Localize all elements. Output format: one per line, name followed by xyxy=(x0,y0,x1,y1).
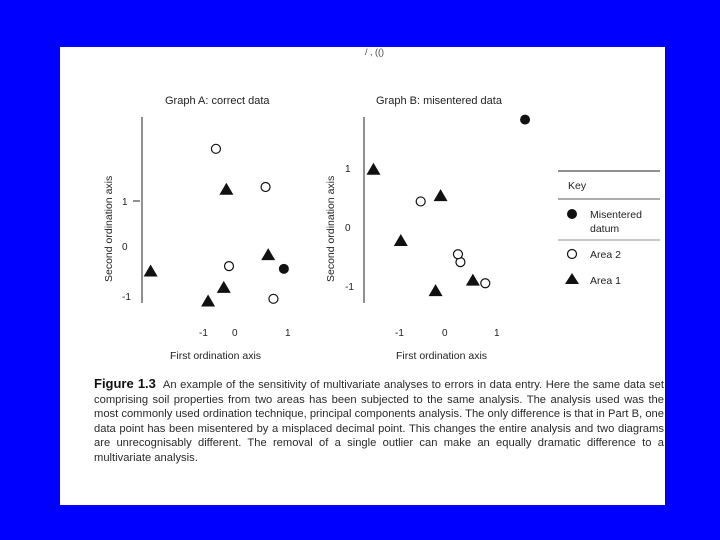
legend-label: Misentered xyxy=(590,209,642,221)
graph-b-ytick-label: -1 xyxy=(345,282,354,293)
graph-b-xlabel: First ordination axis xyxy=(396,350,488,362)
legend-key xyxy=(558,171,665,293)
area-1-point xyxy=(261,248,275,260)
area-2-point xyxy=(261,183,270,192)
misentered-datum-point xyxy=(279,264,289,274)
graph-a-plot-area xyxy=(144,144,289,306)
area-2-point xyxy=(225,262,234,271)
area-2-point xyxy=(269,294,278,303)
graph-b-ytick-label: 0 xyxy=(345,223,351,234)
graph-a-xlabel: First ordination axis xyxy=(170,350,262,362)
area-2-point xyxy=(453,250,462,259)
graph-a-y-ticks xyxy=(122,197,140,303)
legend-filled-circle-icon xyxy=(567,209,577,219)
graph-b-xtick-label: 1 xyxy=(494,328,500,339)
graph-b xyxy=(325,95,530,362)
area-1-point xyxy=(366,163,380,175)
legend-title: Key xyxy=(568,180,587,192)
graph-b-xtick-label: -1 xyxy=(395,328,404,339)
area-1-point xyxy=(144,265,158,277)
area-1-point xyxy=(466,274,480,286)
area-2-point xyxy=(211,144,220,153)
area-1-point xyxy=(201,295,215,307)
graph-a-title: Graph A: correct data xyxy=(165,95,270,107)
area-2-point xyxy=(481,279,490,288)
graph-a-xtick-label: 0 xyxy=(232,328,238,339)
area-1-point xyxy=(217,281,231,293)
graph-a-ytick-label: 0 xyxy=(122,242,128,253)
legend-open-circle-icon xyxy=(568,250,577,259)
legend-label: Area 2 xyxy=(590,249,621,261)
legend-label: Area 1 xyxy=(590,275,621,287)
legend-label: datum xyxy=(590,223,620,235)
area-1-point xyxy=(219,183,233,195)
graph-b-plot-area xyxy=(366,115,530,297)
graph-a-xtick-label: 1 xyxy=(285,328,291,339)
page-header-fragment: / , (() xyxy=(365,47,384,57)
graph-b-xtick-label: 0 xyxy=(442,328,448,339)
graph-a xyxy=(103,95,291,362)
graph-b-ylabel: Second ordination axis xyxy=(325,175,337,282)
figure-caption xyxy=(94,377,664,466)
area-2-point xyxy=(416,197,425,206)
area-1-point xyxy=(434,189,448,201)
figure-label: Figure 1.3 xyxy=(94,376,156,391)
area-1-point xyxy=(429,284,443,296)
figure-caption-text: An example of the sensitivity of multivariate analyses to errors in data entry. Here the same data set comprising soil properties from two areas has been subjected to the same analysis. The analysis used was the most commonly used ordination technique, principal components analysis. The only difference is that in Part B, one data point has been misentered by a misplaced decimal point. This changes the entire analysis and two diagrams are unrecognisably different. The removal of a single outlier can make an equally dramatic difference to a multivariate analysis. xyxy=(94,379,664,464)
graph-a-ylabel: Second ordination axis xyxy=(103,175,115,282)
graph-b-ytick-label: 1 xyxy=(345,164,351,175)
graph-a-ytick-label: 1 xyxy=(122,197,128,208)
area-1-point xyxy=(394,234,408,246)
graph-a-ytick-label: -1 xyxy=(122,292,131,303)
figure-graphs xyxy=(60,47,665,377)
misentered-datum-point xyxy=(520,115,530,125)
document-page xyxy=(60,47,665,505)
graph-a-xtick-label: -1 xyxy=(199,328,208,339)
graph-b-title: Graph B: misentered data xyxy=(376,95,502,107)
